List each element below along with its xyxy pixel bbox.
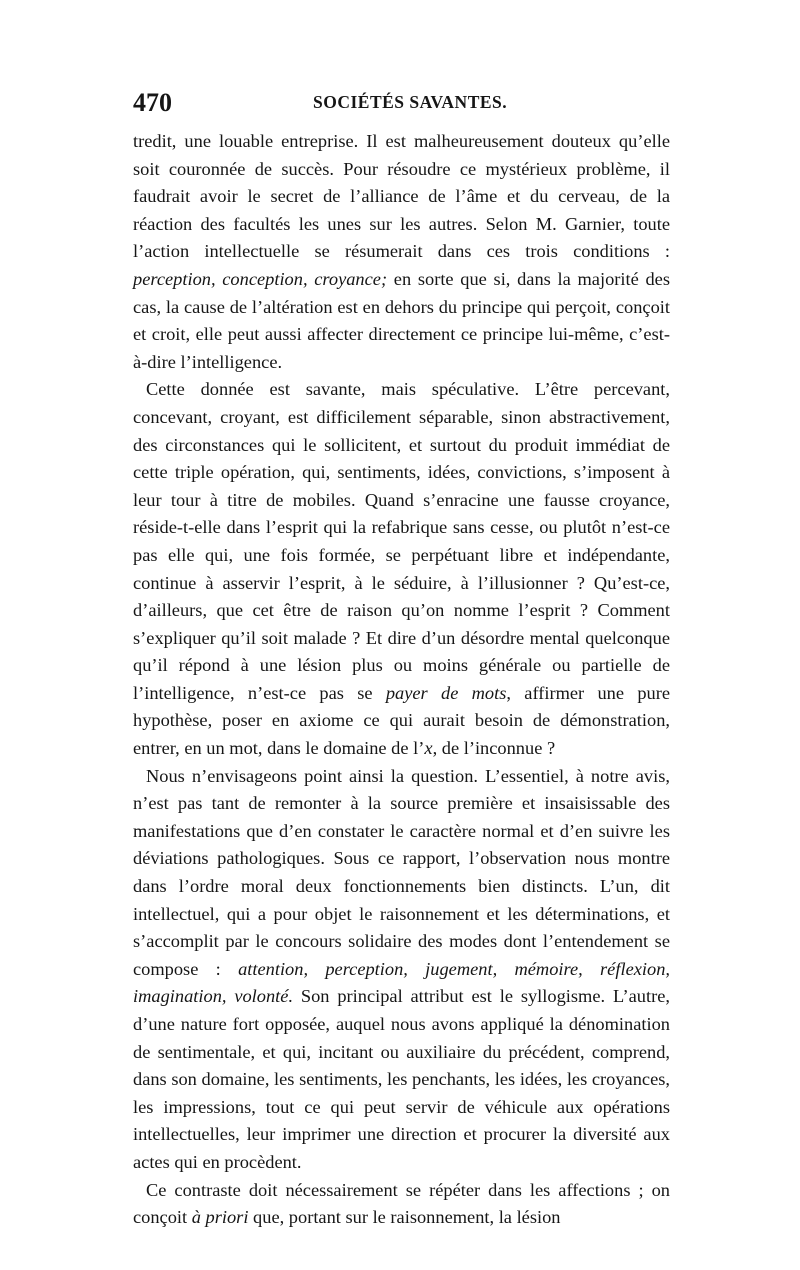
paragraph-1 — [133, 128, 670, 376]
text-run: Nous n’envisageons point ainsi la question. L’essentiel, à notre avis, n’est pas tant de remonter à la source première et insaisissable des manifestations que d’en constater le caractère normal et d’en suivre les déviations pathologiques. Sous ce rapport, l’observation nous montre dans l’ordre moral deux fonctionnements bien distincts. L’un, dit intellectuel, qui a pour objet le raisonnement et les déterminations, et s’accomplit par le concours solidaire des modes dont l’entendement se compose : — [133, 765, 670, 979]
body-text — [133, 128, 670, 1232]
italic-text: perception, conception, croyance; — [133, 268, 388, 289]
paragraph-3 — [133, 763, 670, 1177]
paragraph-4 — [133, 1177, 670, 1232]
text-run: tredit, une louable entreprise. Il est malheureusement douteux qu’elle soit couronnée de succès. Pour résoudre ce mystérieux problème, il faudrait avoir le secret de l’alliance de l’âme et du cerveau, de la réaction des facultés les unes sur les autres. Selon M. Garnier, toute l’action intellectuelle se résumerait dans ces trois conditions : — [133, 131, 670, 262]
text-run: , de l’inconnue ? — [432, 738, 556, 759]
page-number: 470 — [133, 88, 172, 117]
text-run: que, portant sur le raisonnement, la lésion — [248, 1207, 561, 1228]
text-run: en sorte que si, dans la majorité des cas, la cause de l’altération est en dehors du principe qui perçoit, conçoit et croit, elle peut aussi affecter directement ce principe lui-même, c’est-à-dire l’intelligence. — [133, 268, 670, 372]
italic-text: x — [424, 738, 433, 759]
italic-text: payer de mots — [385, 682, 507, 703]
text-run: Cette donnée est savante, mais spéculative. L’être percevant, concevant, croyant, est difficilement séparable, sinon abstractivement, des circonstances qui le sollicitent, et surtout du produit immédiat de cette triple opération, qui, sentiments, idées, convictions, s’imposent à leur tour à titre de mobiles. Quand s’enracine une fausse croyance, réside-t-elle dans l’esprit qui la refabrique sans cesse, ou plutôt n’est-ce pas elle qui, une fois formée, se perpétuant libre et indépendante, continue à asservir l’esprit, à le séduire, à l’illusionner ? Qu’est-ce, d’ailleurs, que cet être de raison qu’on nomme l’esprit ? Comment s’expliquer qu’il soit malade ? Et dire d’un désordre mental quelconque qu’il répond à une lésion plus ou moins générale ou partielle de l’intelligence, n’est-ce pas se — [133, 379, 670, 703]
page-header — [133, 88, 670, 128]
running-title: SOCIÉTÉS SAVANTES. — [313, 92, 508, 112]
italic-text: attention, perception, jugement, mémoire, réflexion, imagination, volonté. — [133, 958, 670, 1007]
text-run: Ce contraste doit nécessairement se répéter dans les affections ; on conçoit — [133, 1179, 670, 1228]
paragraph-2 — [133, 376, 670, 762]
text-run: , affirmer une pure hypothèse, poser en axiome ce qui aurait besoin de démonstration, entrer, en un mot, dans le domaine de l’ — [133, 682, 670, 759]
text-run: Son principal attribut est le syllogisme. L’autre, d’une nature fort opposée, auquel nous avons appliqué la dénomination de sentimentale, et qui, incitant ou auxiliaire du précédent, comprend, dans son domaine, les sentiments, les penchants, les idées, les croyances, les impressions, tout ce qui peut servir de véhicule aux opérations intellectuelles, leur imprimer une direction et procurer la diversité aux actes qui en procèdent. — [133, 986, 670, 1172]
italic-text: à priori — [191, 1207, 249, 1228]
